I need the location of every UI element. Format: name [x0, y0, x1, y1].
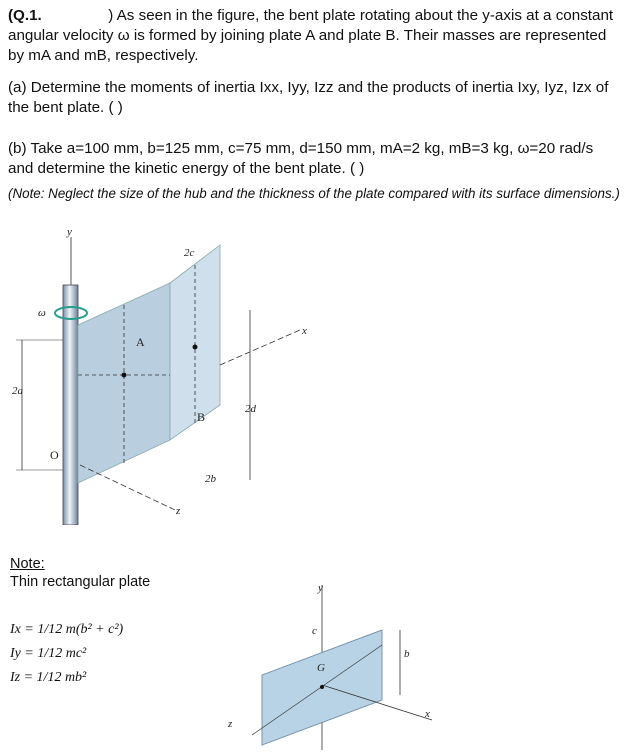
question-intro: ) As seen in the figure, the bent plate rotating about the y-axis at a constant angular velocity ω is formed by joining plate A and plate B. Their masses are represented by mA and mB, respectively. — [8, 7, 614, 64]
fig1-2b-label: 2b — [205, 473, 216, 485]
question-number: (Q.1. — [8, 7, 42, 24]
formula-iz: Iz = 1/12 mb² — [10, 670, 87, 685]
fig2-c-label: c — [312, 625, 317, 637]
formula-iy: Iy = 1/12 mc² — [10, 646, 87, 661]
fig2-b-label: b — [404, 648, 410, 660]
fig1-B-label: B — [197, 410, 206, 424]
fig1-y-label: y — [67, 226, 72, 238]
question-text — [8, 6, 620, 66]
fig1-A-label: A — [136, 335, 145, 349]
fig2-z-label: z — [228, 718, 233, 730]
fig1-2d-label: 2d — [245, 403, 256, 415]
shaft — [63, 285, 78, 525]
fig2-y-label: y — [318, 582, 323, 594]
formula-ix: Ix = 1/12 m(b² + c²) — [10, 622, 124, 637]
fig1-omega-label: ω — [38, 307, 46, 319]
part-b-text: (b) Take a=100 mm, b=125 mm, c=75 mm, d=150 mm, mA=2 kg, mB=3 kg, ω=20 rad/s and determine the kinetic energy of the bent plate. ( ) — [8, 140, 594, 177]
fig1-z-label: z — [176, 505, 181, 517]
fig1-2a-label: 2a — [12, 385, 23, 397]
note-box-subtitle: Thin rectangular plate — [10, 574, 151, 590]
note-text: (Note: Neglect the size of the hub and the thickness of the plate compared with its surface dimensions.) — [8, 186, 620, 201]
fig1-2c-label: 2c — [184, 247, 195, 259]
fig2-G-label: G — [317, 662, 325, 674]
fig1-x-label: x — [302, 325, 307, 337]
part-a-text: (a) Determine the moments of inertia Ixx, Iyy, Izz and the products of inertia Ixy, Iyz, Izx of the bent plate. ( ) — [8, 79, 609, 116]
note-box-title: Note: — [10, 556, 45, 572]
fig2-x-label: x — [425, 708, 430, 720]
thin-plate-figure — [232, 585, 628, 754]
fig1-O-label: O — [50, 448, 59, 462]
bent-plate-figure — [0, 225, 320, 525]
